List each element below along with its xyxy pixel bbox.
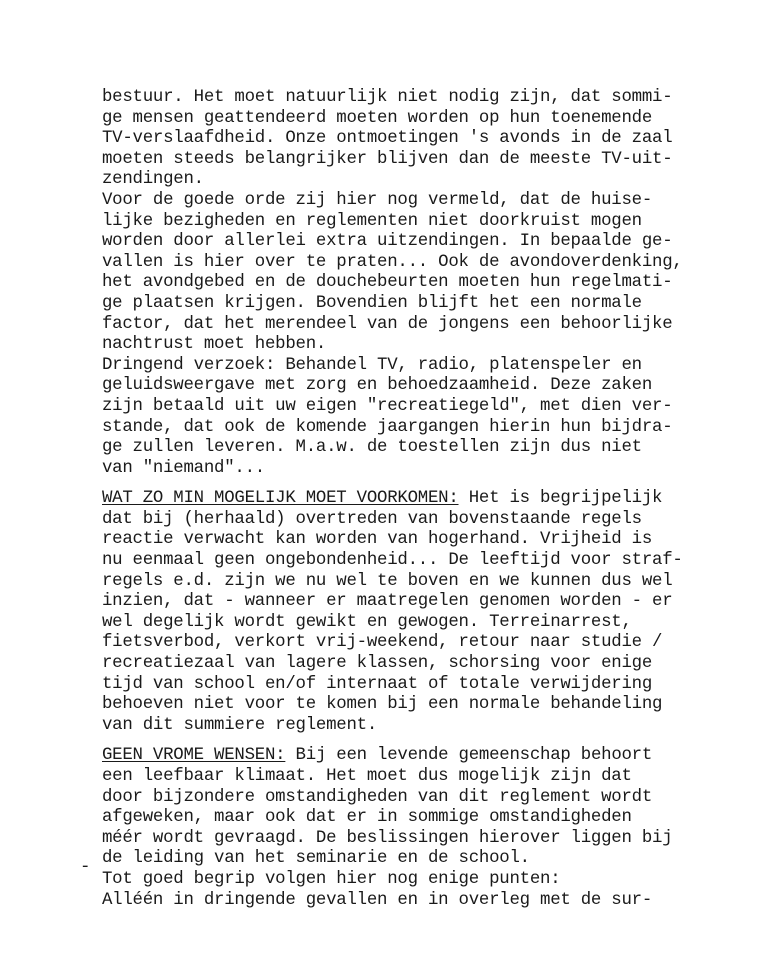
text-line: het avondgebed en de douchebeurten moeten hun regelmati- bbox=[102, 273, 673, 293]
text-line: worden door allerlei extra uitzendingen. In bepaalde ge- bbox=[102, 232, 673, 252]
text-line: dat bij (herhaald) overtreden van bovenstaande regels bbox=[102, 509, 642, 529]
page-text bbox=[102, 88, 702, 911]
text-line: moeten steeds belangrijker blijven dan de meeste TV-uit- bbox=[102, 149, 673, 169]
section-heading: GEEN VROME WENSEN: bbox=[102, 746, 286, 766]
text-line: nachtrust moet hebben. bbox=[102, 335, 327, 355]
text-line: de leiding van het seminarie en de school. bbox=[102, 849, 530, 869]
text-line: behoeven niet voor te komen bij een normale behandeling bbox=[102, 695, 663, 715]
text-line: tijd van school en/of internaat of totale verwijdering bbox=[102, 674, 653, 694]
text-line: ge zullen leveren. M.a.w. de toestellen zijn dus niet bbox=[102, 438, 642, 458]
text-line: bestuur. Het moet natuurlijk niet nodig zijn, dat sommi- bbox=[102, 88, 673, 107]
text-line: door bijzondere omstandigheden van dit reglement wordt bbox=[102, 787, 653, 807]
text-line: afgeweken, maar ook dat er in sommige omstandigheden bbox=[102, 808, 632, 828]
text-line: Dringend verzoek: Behandel TV, radio, platenspeler en bbox=[102, 355, 642, 375]
section-heading: WAT ZO MIN MOGELIJK MOET VOORKOMEN: bbox=[102, 489, 459, 509]
text-line: Voor de goede orde zij hier nog vermeld, dat de huise- bbox=[102, 190, 653, 210]
text-line: van dit summiere reglement. bbox=[102, 715, 378, 735]
text-line: wel degelijk wordt gewikt en gewogen. Terreinarrest, bbox=[102, 612, 632, 632]
text-line: reactie verwacht kan worden van hogerhand. Vrijheid is bbox=[102, 530, 653, 550]
text-line: stande, dat ook de komende jaargangen hierin hun bijdra- bbox=[102, 417, 673, 437]
text-line: inzien, dat - wanneer er maatregelen genomen worden - er bbox=[102, 592, 673, 612]
text-line: lijke bezigheden en reglementen niet doorkruist mogen bbox=[102, 211, 642, 231]
text-line: recreatiezaal van lagere klassen, schorsing voor enige bbox=[102, 654, 653, 674]
text-line: ge mensen geattendeerd moeten worden op hun toenemende bbox=[102, 108, 653, 128]
text-line: factor, dat het merendeel van de jongens een behoorlijke bbox=[102, 314, 673, 334]
text-line: TV-verslaafdheid. Onze ontmoetingen 's avonds in de zaal bbox=[102, 129, 673, 149]
text-line: een leefbaar klimaat. Het moet dus mogelijk zijn dat bbox=[102, 767, 632, 786]
text-line: ge plaatsen krijgen. Bovendien blijft het een normale bbox=[102, 293, 642, 313]
text-line: fietsverbod, verkort vrij-weekend, retour naar studie / bbox=[102, 633, 663, 653]
text-line: geluidsweergave met zorg en behoedzaamheid. Deze zaken bbox=[102, 376, 653, 396]
paragraph-tv-rules bbox=[102, 88, 702, 479]
text-line: zendingen. bbox=[102, 170, 204, 190]
text-line: Tot goed begrip volgen hier nog enige punten: bbox=[102, 869, 561, 889]
text-line: méér wordt gevraagd. De beslissingen hierover liggen bij bbox=[102, 828, 673, 848]
text-line: Alléén in dringende gevallen en in overleg met de sur- bbox=[102, 890, 653, 910]
text-line: vallen is hier over te praten... Ook de avondoverdenking, bbox=[102, 252, 683, 272]
text-fragment: Bij een levende gemeenschap behoort bbox=[285, 746, 653, 766]
text-line: van "niemand"... bbox=[102, 458, 265, 478]
section-heading-line bbox=[102, 489, 702, 510]
text-line: regels e.d. zijn we nu wel te boven en we kunnen dus wel bbox=[102, 571, 673, 591]
text-line: nu eenmaal geen ongebondenheid... De leeftijd voor straf- bbox=[102, 551, 683, 571]
section-heading-line bbox=[102, 746, 702, 767]
text-fragment: Het is begrijpelijk bbox=[458, 489, 663, 509]
section-wat-zo-min-mogelijk bbox=[102, 489, 702, 736]
list-dash: - bbox=[80, 858, 91, 877]
text-line: zijn betaald uit uw eigen "recreatiegeld", met dien ver- bbox=[102, 396, 673, 416]
section-geen-vrome-wensen bbox=[102, 746, 702, 911]
